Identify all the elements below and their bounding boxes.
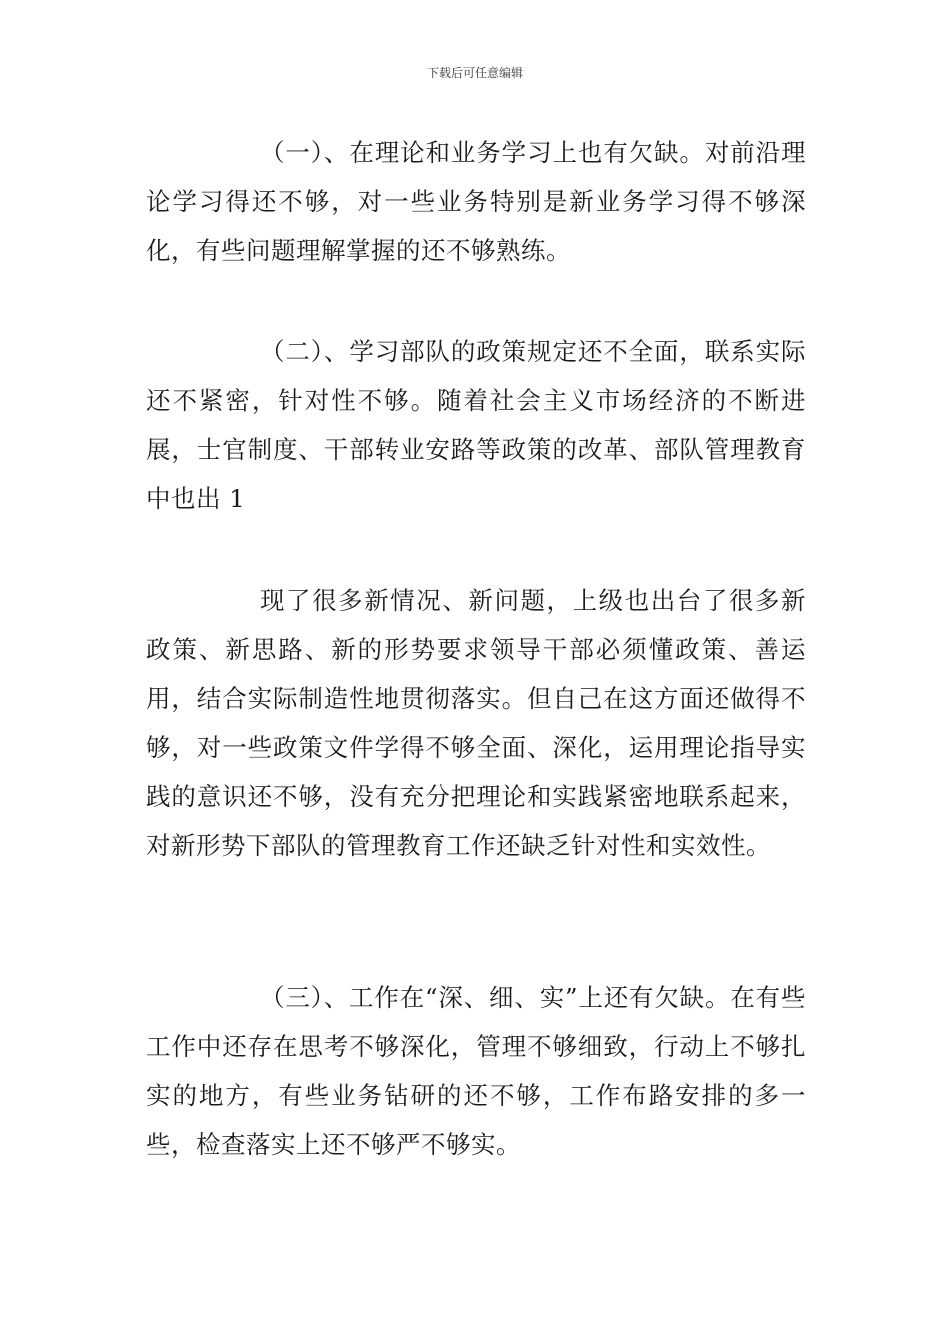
page-header: 下载后可任意编辑	[426, 66, 523, 80]
paragraph-2: （二）、学习部队的政策规定还不全面，联系实际还不紧密，针对性不够。随着社会主义市场经济的不断进展，士官制度、干部转业安路等政策的改革、部队管理教育中也出 1	[146, 337, 806, 513]
paragraph-4: （三）、工作在“深、细、实”上还有欠缺。在有些工作中还存在思考不够深化，管理不够细致，行动上不够扎实的地方，有些业务钻研的还不够，工作布路安排的多一些，检查落实上还不够严不够实。	[146, 983, 806, 1159]
paragraph-3: 现了很多新情况、新问题，上级也出台了很多新政策、新思路、新的形势要求领导干部必须懂政策、善运用，结合实际制造性地贯彻落实。但自己在这方面还做得不够，对一些政策文件学得不够全面、深化，运用理论指导实践的意识还不够，没有充分把理论和实践紧密地联系起来，对新形势下部队的管理教育工作还缺乏针对性和实效性。	[146, 586, 806, 860]
paragraph-1: （一）、在理论和业务学习上也有欠缺。对前沿理论学习得还不够，对一些业务特别是新业务学习得不够深化，有些问题理解掌握的还不够熟练。	[146, 138, 806, 265]
